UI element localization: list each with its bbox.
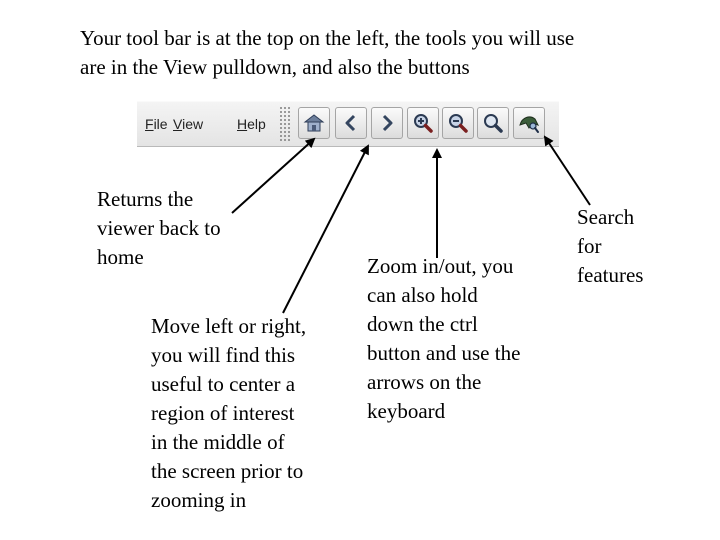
zoom-callout: Zoom in/out, you can also hold down the ctrl button and use the arrows on the keyboard — [367, 254, 521, 423]
menu-view-mnemonic: V — [173, 116, 183, 132]
menu-help-label: elp — [247, 116, 266, 132]
home-callout: Returns the viewer back to home — [97, 187, 221, 269]
menu-help-mnemonic: H — [237, 116, 248, 132]
menu-file-mnemonic: F — [145, 116, 154, 132]
menu-file-label: ile — [153, 116, 168, 132]
search-callout: Search for features — [577, 205, 644, 287]
intro-text: Your tool bar is at the top on the left, the tools you will use are in the View pulldown, and also the buttons — [80, 26, 575, 79]
move-callout: Move left or right, you will find this useful to center a region of interest in the middle of the screen prior to zooming in — [151, 314, 307, 512]
move-arrow — [283, 146, 368, 313]
home-arrow — [232, 139, 314, 213]
menu-view-label: iew — [182, 116, 204, 132]
search-arrow — [545, 137, 590, 205]
